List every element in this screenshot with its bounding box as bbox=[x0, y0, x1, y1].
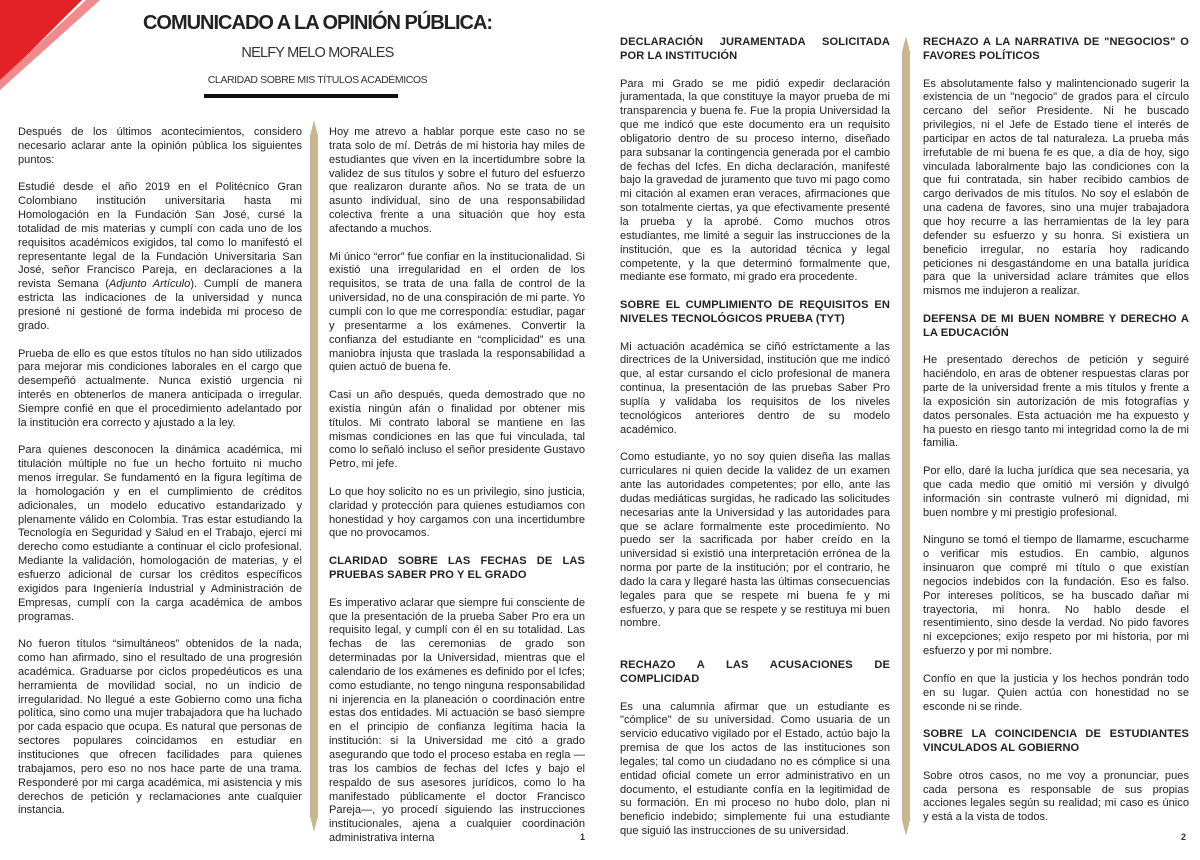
text: Estudié desde el año 2019 en el Politécnico Gran Colombiano institución universitaria hasta mi Homologación en la Fundación San José, cursé la totalidad de mis materias y cumplí con cada uno de los requisitos académicos exigidos, tal como lo manifestó el representante legal de la Fundación Universitaria San José, señor Francisco Pareja, en declaraciones a la revista Semana ( bbox=[18, 181, 302, 291]
paragraph: Como estudiante, yo no soy quien diseña las mallas curriculares ni quien decide la validez de un examen ante las autoridades competentes; por ello, ante las dudas mediáticas surgidas, he radicado las solicitudes necesarias ante la Universidad y las autoridades para que se aclare formalmente este procedimiento. No puedo ser la sacrificada por haber creído en la universidad si existió una interpretación errónea de la norma por parte de la institución; por el contrario, he dado la cara y llegaré hasta las últimas consecuencias legales para que se respete mi buena fe y mi esfuerzo, y para que se respete y se restituya mi buen nombre. bbox=[620, 451, 890, 630]
section-heading: DECLARACIÓN JURAMENTADA SOLICITADA POR LA INSTITUCIÓN bbox=[620, 36, 890, 62]
paragraph: Por ello, daré la lucha jurídica que sea necesaria, ya que cada medio que omitió mi versión y divulgó información sin contraste vulneró mi dignidad, mi buen nombre y mi prestigio profesional. bbox=[923, 465, 1189, 519]
paragraph: Para mi Grado se me pidió expedir declaración juramentada, la que constituye la mayor prueba de mi transparencia y buena fe. Fue la propia Universidad la que me indicó que este documento era un requisito obligatorio dentro de su proceso interno, diseñado para subsanar la contingencia generada por el cambio de fechas del Icfes. En dicha declaración, manifesté bajo la gravedad de juramento que tuvo mi pago como mi citación al examen eran veraces, afirmaciones que son totalmente ciertas, ya que efectivamente presenté la prueba y la aprobé. Como muchos otros estudiantes, me limité a seguir las instrucciones de la institución, que es la autoridad técnica y legal competente, y la que determinó formalmente que, mediante ese formato, mi grado era procedente. bbox=[620, 77, 890, 284]
section-heading: RECHAZO A LA NARRATIVA DE "NEGOCIOS" O FAVORES POLÍTICOS bbox=[923, 36, 1189, 62]
paragraph: No fueron títulos “simultáneos” obtenidos de la nada, como han afirmado, sino el resultado de una progresión académica. Graduarse por ciclos propedéuticos es una herramienta de movilidad social, no un indicio de irregularidad. No llegué a este Gobierno como una ficha política, sino como una mujer trabajadora que ha luchado por cada espacio que ocupa. Es natural que personas de sectores populares coincidamos en estudiar en instituciones que ofrecen facilidades para quienes trabajamos, pero eso no nos hace parte de una trama. Responderé por mi carga académica, mi asistencia y mis derechos de petición y reclamaciones ante cualquier instancia. bbox=[18, 638, 302, 817]
page-subtitle: CLARIDAD SOBRE MIS TÍTULOS ACADÉMICOS bbox=[207, 74, 428, 86]
paragraph: Confío en que la justicia y los hechos pondrán todo en su lugar. Quien actúa con honestidad no se esconde ni se rinde. bbox=[923, 672, 1189, 713]
section-heading: RECHAZO A LAS ACUSACIONES DE COMPLICIDAD bbox=[620, 658, 890, 685]
paragraph: Es una calumnia afirmar que un estudiante es "cómplice" de su universidad. Como usuaria de un servicio educativo vigilado por el Estado, actúo bajo la premisa de que los actos de las instituciones son legales; tal como un ciudadano no es cómplice si una entidad oficial comete un error administrativo en un documento, el estudiante confía en la legitimidad de su formación. En mi proceso no hubo dolo, plan ni beneficio indebido; simplemente fui una estudiante que siguió las instrucciones de su universidad. bbox=[620, 700, 890, 838]
paragraph: Para quienes desconocen la dinámica académica, mi titulación múltiple no fue un hecho fortuito ni mucho menos irregular. Se fundamentó en la figura legítima de la homologación y en el cumplimiento de créditos adicionales, un modelo educativo estandarizado y plenamente válido en Colombia. Tras estar estudiando la Tecnología en Seguridad y Salud en el Trabajo, ejercí mi derecho como estudiante a continuar el ciclo profesional. Mediante la validación, homologación de materias, y el esfuerzo adicional de cursar los créditos específicos exigidos para Ingeniería Industrial y Administración de Empresas, cumplí con la carga académica de ambos programas. bbox=[18, 444, 302, 623]
paragraph: Ninguno se tomó el tiempo de llamarme, escucharme o verificar mis estudios. En cambio, algunos insinuaron que compré mi título o que existían negocios indebidos con la fundación. Eso es falso. Por intereses políticos, se ha buscado dañar mi trayectoria, mi honra. No hablo desde el resentimiento, sino desde la verdad. No pido favores ni excepciones; exijo respeto por mi historia, por mi esfuerzo y por mi nombre. bbox=[923, 534, 1189, 658]
paragraph: Lo que hoy solicito no es un privilegio, sino justicia, claridad y protección para quienes estudiamos con honestidad y hoy cargamos con una incertidumbre que no provocamos. bbox=[329, 485, 585, 540]
page-number: 1 bbox=[580, 832, 586, 842]
paragraph: Es imperativo aclarar que siempre fui consciente de que la presentación de la prueba Saber Pro era un requisito legal, y cumplí con él en su totalidad. Las fechas de las ceremonias de grado son determinadas por la Universidad, mientras que el calendario de los exámenes es definido por el Icfes; como estudiante, no tengo ninguna responsabilidad ni injerencia en la planeación o coordinación entre estas dos entidades. Mi actuación se basó siempre en el principio de confianza legítima hacia la institución: si la Universidad me citó a grado asegurando que todo el proceso estaba en regla —tras los cambios de fechas del Icfes y bajo el respaldo de sus asesores jurídicos, como lo ha manifestado públicamente el doctor Francisco Pareja—, yo procedí siguiendo las instrucciones institucionales, ajena a cualquier coordinación administrativa interna bbox=[329, 596, 585, 845]
column-2 bbox=[329, 126, 585, 860]
attachment-note: Adjunto Artículo bbox=[108, 278, 191, 291]
column-4 bbox=[923, 36, 1189, 839]
section-heading: DEFENSA DE MI BUEN NOMBRE Y DERECHO A LA EDUCACIÓN bbox=[923, 312, 1189, 339]
paragraph: Mi único “error” fue confiar en la institucionalidad. Si existió una irregularidad en el orden de los requisitos, se trata de una falla de control de la universidad, no de una conspiración de mi parte. Yo cumplí con lo que me correspondía: estudiar, pagar y presentarme a los exámenes. Convertir la confianza del estudiante en “complicidad” es una maniobra injusta que traslada la responsabilidad a quien actuó de buena fe. bbox=[329, 250, 585, 374]
paragraph: Prueba de ello es que estos títulos no han sido utilizados para mejorar mis condiciones laborales en el cargo que desempeñó actualmente. Nunca existió urgencia ni interés en obtenerlos de manera anticipada o irregular. Siempre confié en que el procedimiento adelantado por la institución era correcto y ajustado a la ley. bbox=[18, 347, 302, 429]
paragraph: He presentado derechos de petición y seguiré haciéndolo, en aras de obtener respuestas claras por parte de la universidad frente a mis títulos y frente a la exposición sin autorización de mis fotografías y datos personales. Esta actuación me ha expuesto y ha puesto en riesgo tanto mi integridad como la de mi familia. bbox=[923, 354, 1189, 450]
section-heading: CLARIDAD SOBRE LAS FECHAS DE LAS PRUEBAS SABER PRO Y EL GRADO bbox=[329, 555, 585, 581]
column-3 bbox=[620, 36, 890, 853]
column-divider bbox=[310, 120, 318, 832]
paragraph: Mi actuación académica se ciñó estrictamente a las directrices de la Universidad, institución que me indicó que, al estar cursando el ciclo profesional de manera continua, la presentación de las pruebas Saber Pro suplía y validaba los requisitos de los niveles tecnológicos anteriores dentro de su modelo académico. bbox=[620, 340, 890, 436]
spacer bbox=[620, 645, 890, 659]
author-name: NELFY MELO MORALES bbox=[241, 45, 394, 61]
header bbox=[20, 12, 615, 86]
paragraph: Hoy me atrevo a hablar porque este caso no se trata solo de mí. Detrás de mi historia hay miles de estudiantes que viven en la incertidumbre sobre la validez de sus títulos y sobre el futuro del esfuerzo que realizaron durante años. No se trata de un asunto individual, sino de una responsabilidad colectiva frente a una situación que hoy esta afectando a muchos. bbox=[329, 126, 585, 235]
paragraph: Después de los últimos acontecimientos, considero necesario aclarar ante la opinión pública los siguientes puntos: bbox=[18, 126, 302, 166]
paragraph: Sobre otros casos, no me voy a pronunciar, pues cada persona es responsable de sus propias acciones legales según su realidad; mi caso es único y está a la vista de todos. bbox=[923, 769, 1189, 824]
page-number: 2 bbox=[1181, 832, 1187, 842]
column-1 bbox=[18, 126, 302, 832]
section-heading: SOBRE EL CUMPLIMIENTO DE REQUISITOS EN NIVELES TECNOLÓGICOS PRUEBA (TYT) bbox=[620, 299, 890, 325]
section-heading: SOBRE LA COINCIDENCIA DE ESTUDIANTES VINCULADOS AL GOBIERNO bbox=[923, 728, 1189, 755]
paragraph: Es absolutamente falso y malintencionado sugerir la existencia de un "negocio" de grados para el círculo cercano del señor Presidente. Ni he buscado privilegios, ni el Jefe de Estado tiene el interés de participar en actos de tal naturaleza. La prueba más irrefutable de mi buena fe es que, a día de hoy, sigo vinculada laboralmente bajo las condiciones con la que fui contratada, sin haber recibido cambios de cargo derivados de mis títulos. No soy el eslabón de una cadena de favores, sino una mujer trabajadora que hoy recurre a las herramientas de la ley para defender su esfuerzo y su honra. Si existiera un beneficio irregular, no estaría hoy radicando peticiones ni desgastándome en una batalla jurídica para que la universidad aclare trámites que ellos mismos me indujeron a realizar. bbox=[923, 77, 1189, 298]
text: ). Cumplí de manera estricta las indicaciones de la universidad y nunca presioné ni gestioné de forma indebida mi proceso de grado. bbox=[18, 278, 302, 332]
paragraph bbox=[18, 181, 302, 333]
column-divider bbox=[902, 36, 910, 836]
title-rule bbox=[204, 94, 398, 98]
page-title: COMUNICADO A LA OPINIÓN PÚBLICA: bbox=[142, 12, 493, 34]
paragraph: Casi un año después, queda demostrado que no existía ningún afán o finalidad por obtener mis títulos. Mi contrato laboral se mantiene en las mismas condiciones en las que fui vinculada, tal como lo señaló incluso el señor presidente Gustavo Petro, mi jefe. bbox=[329, 389, 585, 471]
